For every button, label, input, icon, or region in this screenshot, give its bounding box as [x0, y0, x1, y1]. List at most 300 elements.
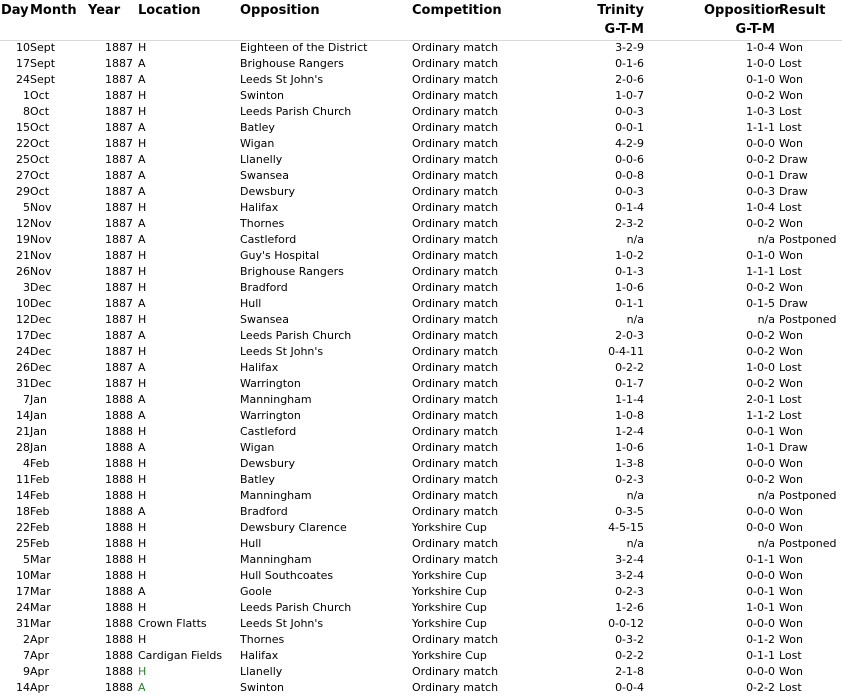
cell-competition: Ordinary match — [412, 377, 499, 390]
cell-month: Mar — [30, 569, 51, 582]
table-row — [0, 504, 842, 520]
cell-location: A — [138, 73, 146, 86]
cell-trinity-score: 3-2-4 — [615, 569, 644, 582]
cell-month: Oct — [30, 169, 50, 182]
cell-location: H — [138, 633, 147, 646]
cell-opposition: Leeds Parish Church — [240, 329, 352, 342]
cell-opposition: Hull — [240, 537, 262, 550]
cell-month: Dec — [30, 313, 52, 326]
cell-year: 1887 — [105, 41, 133, 54]
cell-competition: Ordinary match — [412, 457, 499, 470]
cell-result: Lost — [779, 265, 802, 278]
cell-location: A — [138, 297, 146, 310]
cell-opposition-score: 0-0-0 — [746, 505, 775, 518]
cell-trinity-score: 0-1-1 — [615, 297, 644, 310]
cell-year: 1887 — [105, 361, 133, 374]
table-row — [0, 184, 842, 200]
cell-opposition: Llanelly — [240, 153, 283, 166]
cell-location: H — [138, 265, 147, 278]
cell-day: 21 — [16, 249, 30, 262]
cell-competition: Ordinary match — [412, 121, 499, 134]
cell-trinity-score: 4-5-15 — [608, 521, 644, 534]
cell-day: 4 — [23, 457, 30, 470]
cell-trinity-score: n/a — [626, 233, 644, 246]
cell-opposition-score: 1-0-4 — [746, 201, 775, 214]
cell-month: Mar — [30, 553, 51, 566]
cell-opposition: Halifax — [240, 361, 279, 374]
header-opposition-score: Opposition — [704, 3, 784, 18]
cell-competition: Ordinary match — [412, 89, 499, 102]
cell-opposition: Manningham — [240, 553, 312, 566]
cell-year: 1887 — [105, 249, 133, 262]
cell-month: Feb — [30, 489, 50, 502]
cell-opposition: Leeds Parish Church — [240, 105, 352, 118]
cell-location: H — [138, 521, 147, 534]
cell-trinity-score: 1-0-7 — [615, 89, 644, 102]
cell-location: A — [138, 57, 146, 70]
cell-day: 25 — [16, 153, 30, 166]
cell-trinity-score: 0-0-6 — [615, 153, 644, 166]
cell-result: Lost — [779, 649, 802, 662]
header-trinity: Trinity — [597, 3, 644, 18]
cell-trinity-score: 0-0-8 — [615, 169, 644, 182]
cell-competition: Ordinary match — [412, 537, 499, 550]
cell-opposition-score: 0-0-1 — [746, 585, 775, 598]
cell-day: 8 — [23, 105, 30, 118]
cell-opposition: Leeds St John's — [240, 617, 324, 630]
cell-year: 1887 — [105, 345, 133, 358]
cell-trinity-score: 0-4-11 — [608, 345, 644, 358]
header-location: Location — [138, 3, 201, 18]
cell-trinity-score: 2-0-6 — [615, 73, 644, 86]
cell-day: 21 — [16, 425, 30, 438]
cell-trinity-score: 0-0-1 — [615, 121, 644, 134]
cell-month: Mar — [30, 585, 51, 598]
cell-opposition: Manningham — [240, 489, 312, 502]
cell-year: 1888 — [105, 617, 133, 630]
cell-result: Won — [779, 137, 803, 150]
cell-opposition-score: n/a — [757, 233, 775, 246]
table-row — [0, 424, 842, 440]
cell-trinity-score: 4-2-9 — [615, 137, 644, 150]
cell-result: Won — [779, 89, 803, 102]
cell-result: Postponed — [779, 537, 837, 550]
cell-month: Oct — [30, 89, 50, 102]
cell-competition: Yorkshire Cup — [412, 585, 487, 598]
cell-competition: Ordinary match — [412, 681, 499, 694]
cell-location: H — [138, 569, 147, 582]
cell-day: 24 — [16, 601, 30, 614]
table-row — [0, 296, 842, 312]
cell-competition: Ordinary match — [412, 137, 499, 150]
cell-trinity-score: 0-1-6 — [615, 57, 644, 70]
cell-trinity-score: 0-0-4 — [615, 681, 644, 694]
cell-competition: Ordinary match — [412, 345, 499, 358]
cell-year: 1887 — [105, 201, 133, 214]
cell-opposition: Dewsbury Clarence — [240, 521, 347, 534]
cell-opposition-score: 1-0-0 — [746, 361, 775, 374]
cell-trinity-score: 1-3-8 — [615, 457, 644, 470]
cell-day: 14 — [16, 409, 30, 422]
cell-day: 26 — [16, 265, 30, 278]
cell-day: 5 — [23, 553, 30, 566]
cell-result: Lost — [779, 201, 802, 214]
cell-opposition-score: 0-0-2 — [746, 345, 775, 358]
cell-month: Feb — [30, 473, 50, 486]
cell-competition: Ordinary match — [412, 665, 499, 678]
cell-opposition: Thornes — [240, 633, 285, 646]
cell-month: Nov — [30, 249, 52, 262]
cell-trinity-score: 1-2-4 — [615, 425, 644, 438]
cell-opposition: Halifax — [240, 201, 279, 214]
cell-opposition: Warrington — [240, 377, 301, 390]
cell-competition: Ordinary match — [412, 361, 499, 374]
cell-year: 1888 — [105, 473, 133, 486]
cell-location: A — [138, 361, 146, 374]
cell-year: 1887 — [105, 89, 133, 102]
cell-day: 25 — [16, 537, 30, 550]
cell-competition: Ordinary match — [412, 185, 499, 198]
cell-opposition-score: 0-0-0 — [746, 457, 775, 470]
cell-opposition-score: 0-0-1 — [746, 425, 775, 438]
cell-competition: Ordinary match — [412, 105, 499, 118]
cell-opposition: Swinton — [240, 89, 285, 102]
cell-competition: Yorkshire Cup — [412, 569, 487, 582]
cell-day: 17 — [16, 57, 30, 70]
cell-result: Lost — [779, 393, 802, 406]
cell-opposition: Thornes — [240, 217, 285, 230]
cell-day: 9 — [23, 665, 30, 678]
header-competition: Competition — [412, 3, 502, 18]
cell-result: Draw — [779, 185, 808, 198]
cell-location: A — [138, 329, 146, 342]
cell-month: Nov — [30, 233, 52, 246]
table-row — [0, 120, 842, 136]
cell-day: 10 — [16, 41, 30, 54]
table-row — [0, 232, 842, 248]
cell-day: 29 — [16, 185, 30, 198]
cell-day: 10 — [16, 297, 30, 310]
cell-year: 1888 — [105, 665, 133, 678]
cell-result: Won — [779, 569, 803, 582]
cell-month: Apr — [30, 665, 50, 678]
cell-opposition-score: 1-0-3 — [746, 105, 775, 118]
cell-result: Won — [779, 425, 803, 438]
header-opposition-gtm: G-T-M — [735, 22, 775, 37]
cell-result: Won — [779, 41, 803, 54]
table-row — [0, 440, 842, 456]
cell-opposition-score: 1-1-1 — [746, 265, 775, 278]
cell-result: Won — [779, 281, 803, 294]
cell-day: 22 — [16, 137, 30, 150]
cell-result: Lost — [779, 681, 802, 694]
table-row — [0, 280, 842, 296]
cell-day: 7 — [23, 649, 30, 662]
cell-day: 5 — [23, 201, 30, 214]
cell-trinity-score: 1-0-2 — [615, 249, 644, 262]
table-row — [0, 568, 842, 584]
cell-year: 1887 — [105, 217, 133, 230]
table-row — [0, 312, 842, 328]
cell-opposition-score: 0-0-0 — [746, 137, 775, 150]
cell-location: H — [138, 105, 147, 118]
cell-result: Won — [779, 601, 803, 614]
cell-opposition: Brighouse Rangers — [240, 265, 344, 278]
cell-competition: Ordinary match — [412, 233, 499, 246]
cell-opposition: Dewsbury — [240, 185, 295, 198]
cell-trinity-score: 0-2-3 — [615, 473, 644, 486]
header-year: Year — [88, 3, 121, 18]
table-row — [0, 456, 842, 472]
cell-month: Feb — [30, 521, 50, 534]
cell-location: A — [138, 505, 146, 518]
cell-trinity-score: 1-0-8 — [615, 409, 644, 422]
cell-day: 26 — [16, 361, 30, 374]
cell-opposition: Eighteen of the District — [240, 41, 368, 54]
cell-competition: Ordinary match — [412, 153, 499, 166]
table-row — [0, 360, 842, 376]
cell-competition: Ordinary match — [412, 489, 499, 502]
cell-opposition: Batley — [240, 473, 275, 486]
cell-result: Lost — [779, 57, 802, 70]
cell-month: Dec — [30, 377, 52, 390]
cell-month: Feb — [30, 537, 50, 550]
cell-opposition-score: 1-1-2 — [746, 409, 775, 422]
cell-result: Won — [779, 521, 803, 534]
cell-location: A — [138, 441, 146, 454]
cell-month: Oct — [30, 137, 50, 150]
table-row — [0, 328, 842, 344]
cell-opposition: Castleford — [240, 233, 297, 246]
cell-month: Nov — [30, 265, 52, 278]
cell-month: Dec — [30, 329, 52, 342]
cell-opposition-score: 1-0-1 — [746, 441, 775, 454]
cell-year: 1888 — [105, 409, 133, 422]
cell-result: Lost — [779, 409, 802, 422]
cell-result: Won — [779, 73, 803, 86]
cell-year: 1888 — [105, 441, 133, 454]
table-row — [0, 216, 842, 232]
table-row — [0, 376, 842, 392]
cell-trinity-score: 0-2-3 — [615, 585, 644, 598]
cell-day: 17 — [16, 329, 30, 342]
table-row — [0, 664, 842, 680]
cell-trinity-score: n/a — [626, 313, 644, 326]
cell-trinity-score: 0-3-5 — [615, 505, 644, 518]
cell-location: H — [138, 281, 147, 294]
cell-trinity-score: 1-2-6 — [615, 601, 644, 614]
cell-day: 17 — [16, 585, 30, 598]
cell-competition: Ordinary match — [412, 473, 499, 486]
cell-location: H — [138, 89, 147, 102]
cell-day: 18 — [16, 505, 30, 518]
table-row — [0, 520, 842, 536]
cell-trinity-score: n/a — [626, 537, 644, 550]
cell-opposition-score: 0-0-2 — [746, 377, 775, 390]
cell-trinity-score: 1-0-6 — [615, 281, 644, 294]
cell-day: 19 — [16, 233, 30, 246]
cell-opposition: Hull — [240, 297, 262, 310]
cell-day: 31 — [16, 617, 30, 630]
cell-competition: Ordinary match — [412, 169, 499, 182]
cell-location: A — [138, 185, 146, 198]
cell-month: Sept — [30, 57, 56, 70]
cell-result: Won — [779, 473, 803, 486]
cell-opposition-score: 0-0-0 — [746, 569, 775, 582]
cell-month: Jan — [30, 425, 47, 438]
table-row — [0, 616, 842, 632]
cell-month: Apr — [30, 649, 50, 662]
cell-trinity-score: 2-3-2 — [615, 217, 644, 230]
cell-year: 1888 — [105, 649, 133, 662]
cell-trinity-score: 0-0-12 — [608, 617, 644, 630]
cell-month: Oct — [30, 185, 50, 198]
cell-result: Won — [779, 217, 803, 230]
cell-year: 1888 — [105, 505, 133, 518]
header-month: Month — [30, 3, 77, 18]
cell-year: 1887 — [105, 153, 133, 166]
cell-opposition-score: 1-0-1 — [746, 601, 775, 614]
cell-result: Draw — [779, 153, 808, 166]
cell-result: Draw — [779, 441, 808, 454]
cell-opposition: Bradford — [240, 281, 288, 294]
header-trinity-gtm: G-T-M — [604, 22, 644, 37]
cell-year: 1887 — [105, 265, 133, 278]
cell-day: 24 — [16, 73, 30, 86]
cell-year: 1887 — [105, 233, 133, 246]
cell-day: 7 — [23, 393, 30, 406]
cell-location: H — [138, 537, 147, 550]
table-row — [0, 680, 842, 696]
cell-month: Sept — [30, 73, 56, 86]
cell-year: 1888 — [105, 585, 133, 598]
table-row — [0, 472, 842, 488]
cell-day: 3 — [23, 281, 30, 294]
cell-competition: Ordinary match — [412, 249, 499, 262]
cell-competition: Ordinary match — [412, 329, 499, 342]
cell-month: Jan — [30, 441, 47, 454]
cell-opposition-score: 1-0-0 — [746, 57, 775, 70]
cell-competition: Ordinary match — [412, 41, 499, 54]
cell-month: Sept — [30, 41, 56, 54]
cell-year: 1888 — [105, 681, 133, 694]
cell-day: 31 — [16, 377, 30, 390]
cell-day: 15 — [16, 121, 30, 134]
cell-competition: Ordinary match — [412, 505, 499, 518]
cell-month: Oct — [30, 153, 50, 166]
table-row — [0, 344, 842, 360]
cell-competition: Ordinary match — [412, 633, 499, 646]
cell-trinity-score: 2-1-8 — [615, 665, 644, 678]
cell-location: Cardigan Fields — [138, 649, 223, 662]
cell-day: 28 — [16, 441, 30, 454]
cell-opposition: Leeds St John's — [240, 73, 324, 86]
cell-opposition-score: 0-0-0 — [746, 521, 775, 534]
cell-result: Postponed — [779, 489, 837, 502]
cell-location: H — [138, 345, 147, 358]
cell-trinity-score: 0-2-2 — [615, 649, 644, 662]
cell-opposition: Wigan — [240, 441, 275, 454]
cell-month: Dec — [30, 281, 52, 294]
cell-opposition: Batley — [240, 121, 275, 134]
cell-opposition-score: 0-1-0 — [746, 73, 775, 86]
cell-year: 1887 — [105, 57, 133, 70]
cell-result: Postponed — [779, 233, 837, 246]
header-day: Day — [1, 3, 29, 18]
cell-year: 1888 — [105, 569, 133, 582]
cell-location: H — [138, 601, 147, 614]
cell-result: Won — [779, 617, 803, 630]
cell-opposition: Swinton — [240, 681, 285, 694]
cell-month: Mar — [30, 617, 51, 630]
cell-day: 22 — [16, 521, 30, 534]
cell-location: A — [138, 121, 146, 134]
cell-competition: Ordinary match — [412, 201, 499, 214]
cell-opposition-score: 0-0-0 — [746, 665, 775, 678]
cell-location: A — [138, 681, 146, 694]
cell-opposition: Swansea — [240, 169, 289, 182]
cell-year: 1888 — [105, 489, 133, 502]
cell-trinity-score: n/a — [626, 489, 644, 502]
cell-competition: Yorkshire Cup — [412, 649, 487, 662]
cell-result: Won — [779, 377, 803, 390]
cell-day: 24 — [16, 345, 30, 358]
table-row — [0, 584, 842, 600]
cell-year: 1888 — [105, 425, 133, 438]
header-opposition: Opposition — [240, 3, 320, 18]
cell-month: Feb — [30, 505, 50, 518]
cell-year: 1887 — [105, 329, 133, 342]
cell-trinity-score: 0-1-4 — [615, 201, 644, 214]
cell-month: Dec — [30, 361, 52, 374]
cell-opposition: Llanelly — [240, 665, 283, 678]
table-row — [0, 264, 842, 280]
cell-day: 14 — [16, 489, 30, 502]
cell-trinity-score: 1-1-4 — [615, 393, 644, 406]
cell-year: 1887 — [105, 73, 133, 86]
cell-location: H — [138, 201, 147, 214]
cell-trinity-score: 0-1-3 — [615, 265, 644, 278]
cell-month: Apr — [30, 633, 50, 646]
cell-competition: Ordinary match — [412, 297, 499, 310]
cell-year: 1888 — [105, 601, 133, 614]
cell-opposition: Warrington — [240, 409, 301, 422]
cell-result: Postponed — [779, 313, 837, 326]
cell-opposition-score: 0-0-2 — [746, 329, 775, 342]
cell-opposition: Manningham — [240, 393, 312, 406]
cell-trinity-score: 3-2-9 — [615, 41, 644, 54]
cell-location: H — [138, 249, 147, 262]
table-row — [0, 56, 842, 72]
cell-location: H — [138, 313, 147, 326]
cell-competition: Ordinary match — [412, 217, 499, 230]
cell-year: 1887 — [105, 297, 133, 310]
cell-location: H — [138, 425, 147, 438]
cell-location: H — [138, 489, 147, 502]
cell-year: 1888 — [105, 393, 133, 406]
cell-opposition: Wigan — [240, 137, 275, 150]
cell-result: Won — [779, 329, 803, 342]
cell-location: H — [138, 553, 147, 566]
cell-day: 14 — [16, 681, 30, 694]
cell-location: H — [138, 41, 147, 54]
table-row — [0, 648, 842, 664]
cell-location: A — [138, 585, 146, 598]
cell-trinity-score: 2-0-3 — [615, 329, 644, 342]
cell-year: 1887 — [105, 169, 133, 182]
cell-day: 2 — [23, 633, 30, 646]
cell-location: A — [138, 153, 146, 166]
